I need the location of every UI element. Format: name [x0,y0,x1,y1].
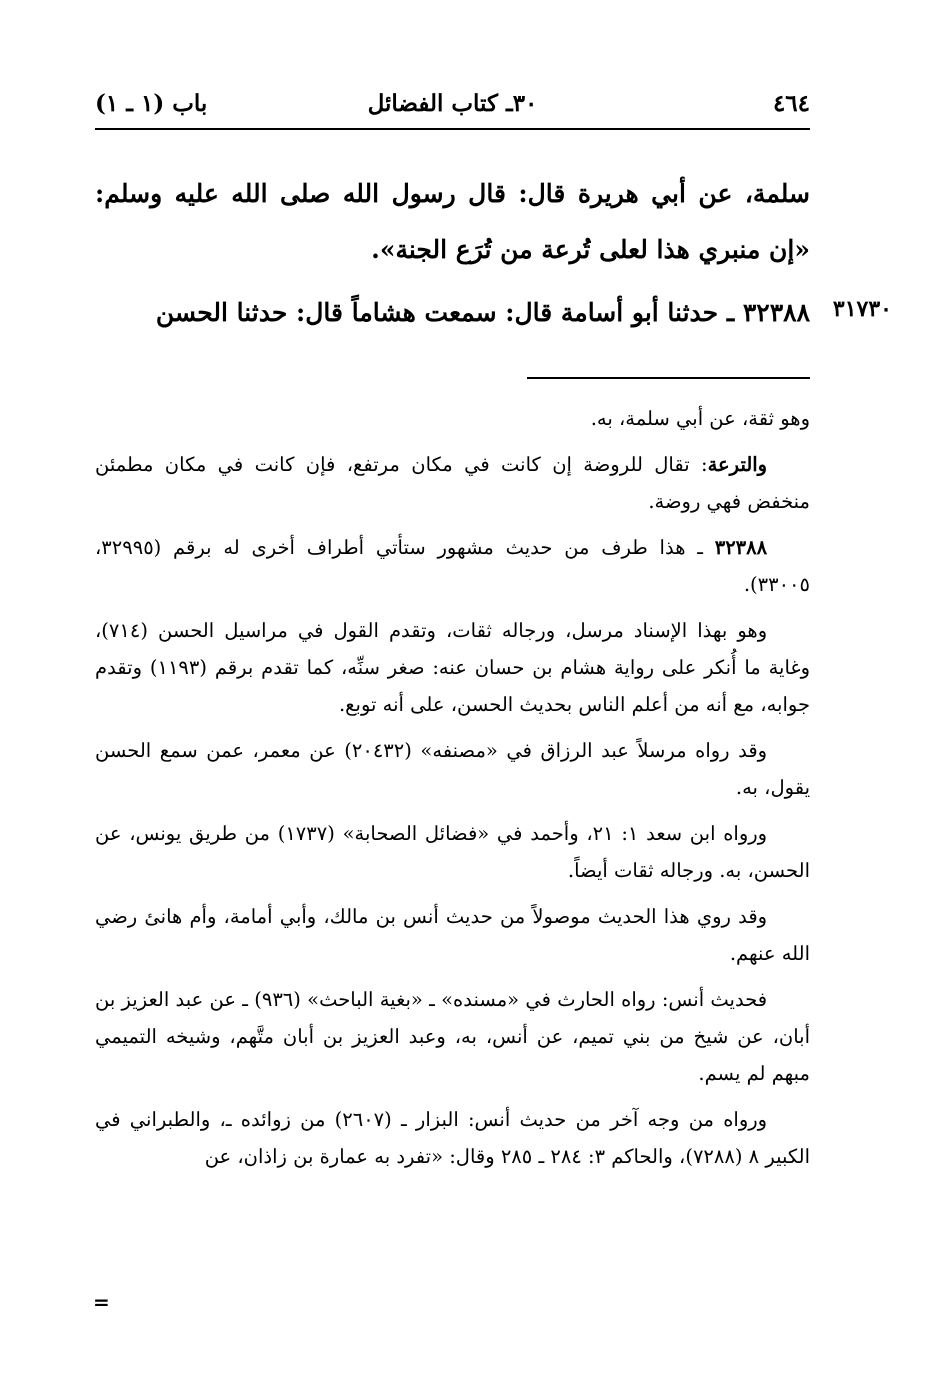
note-paragraph: فحديث أنس: رواه الحارث في «مسنده» ـ «بغية الباحث» (٩٣٦) ـ عن عبد العزيز بن أبان، عن شيخ من بني تميم، عن أنس، به، وعبد العزيز بن أبان متَّهم، وشيخه التميمي مبهم لم يسم. [95,988,810,1085]
note-paragraph: وهو بهذا الإسناد مرسل، ورجاله ثقات، وتقدم القول في مراسيل الحسن (٧١٤)، وغاية ما أُنكر على رواية هشام بن حسان عنه: صغر سنِّه، كما تقدم برقم (١١٩٣) وتقدم جوابه، مع أنه من أعلم الناس بحديث الحسن، على أنه توبع. [95,619,811,716]
note-paragraph: وقد روي هذا الحديث موصولاً من حديث أنس بن مالك، وأبي أمامة، وأم هانئ رضي الله عنهم. [95,905,810,965]
chapter-label: باب (١ ـ ١) [95,90,208,117]
continuation-mark: = [93,1290,110,1314]
page-header [95,84,810,124]
note-paragraph: وهو ثقة، عن أبي سلمة، به. [590,407,810,430]
note-paragraph: ورواه من وجه آخر من حديث أنس: البزار ـ (٢٦٠٧) من زوائده ـ، والطبراني في الكبير ٨ (٧٢٨٨)، والحاكم ٣: ٢٨٤ ـ ٢٨٥ وقال: «تفرد به عمارة بن زاذان، عن [95,1108,810,1168]
header-divider [95,128,810,130]
hadith-text: ٣٢٣٨٨ ـ حدثنا أبو أسامة قال: سمعت هشاماً قال: حدثنا الحسن [155,298,810,327]
note-paragraph [95,446,810,520]
note-text: ـ هذا طرف من حديث مشهور ستأتي أطراف أخرى له برقم (٣٢٩٩٥، ٣٣٠٠٥). [95,536,810,596]
page-number: ٤٦٤ [772,90,810,117]
note-term: والترعة [707,453,768,476]
footnotes [95,400,810,1184]
note-paragraph: ورواه ابن سعد ١: ٢١، وأحمد في «فضائل الصحابة» (١٧٣٧) من طريق يونس، عن الحسن، به. ورجاله ثقات أيضاً. [95,822,810,882]
note-paragraph [95,529,810,603]
note-text: : تقال للروضة إن كانت في مكان مرتفع، فإن كانت في مكان مطمئن منخفض فهي روضة. [95,453,810,513]
note-paragraph: وقد رواه مرسلاً عبد الرزاق في «مصنفه» (٢٠٤٣٢) عن معمر، عمن سمع الحسن يقول، به. [95,739,810,799]
footnote-divider [527,377,810,379]
note-number: ٣٢٣٨٨ [714,536,768,559]
book-title: ٣٠ـ كتاب الفضائل [367,90,538,117]
margin-number: ٣١٧٣٠ [832,296,892,322]
main-text-continuation: سلمة، عن أبي هريرة قال: قال رسول الله صلى الله عليه وسلم: «إن منبري هذا لعلى تُرعة من تُرَع الجنة». [95,179,810,264]
